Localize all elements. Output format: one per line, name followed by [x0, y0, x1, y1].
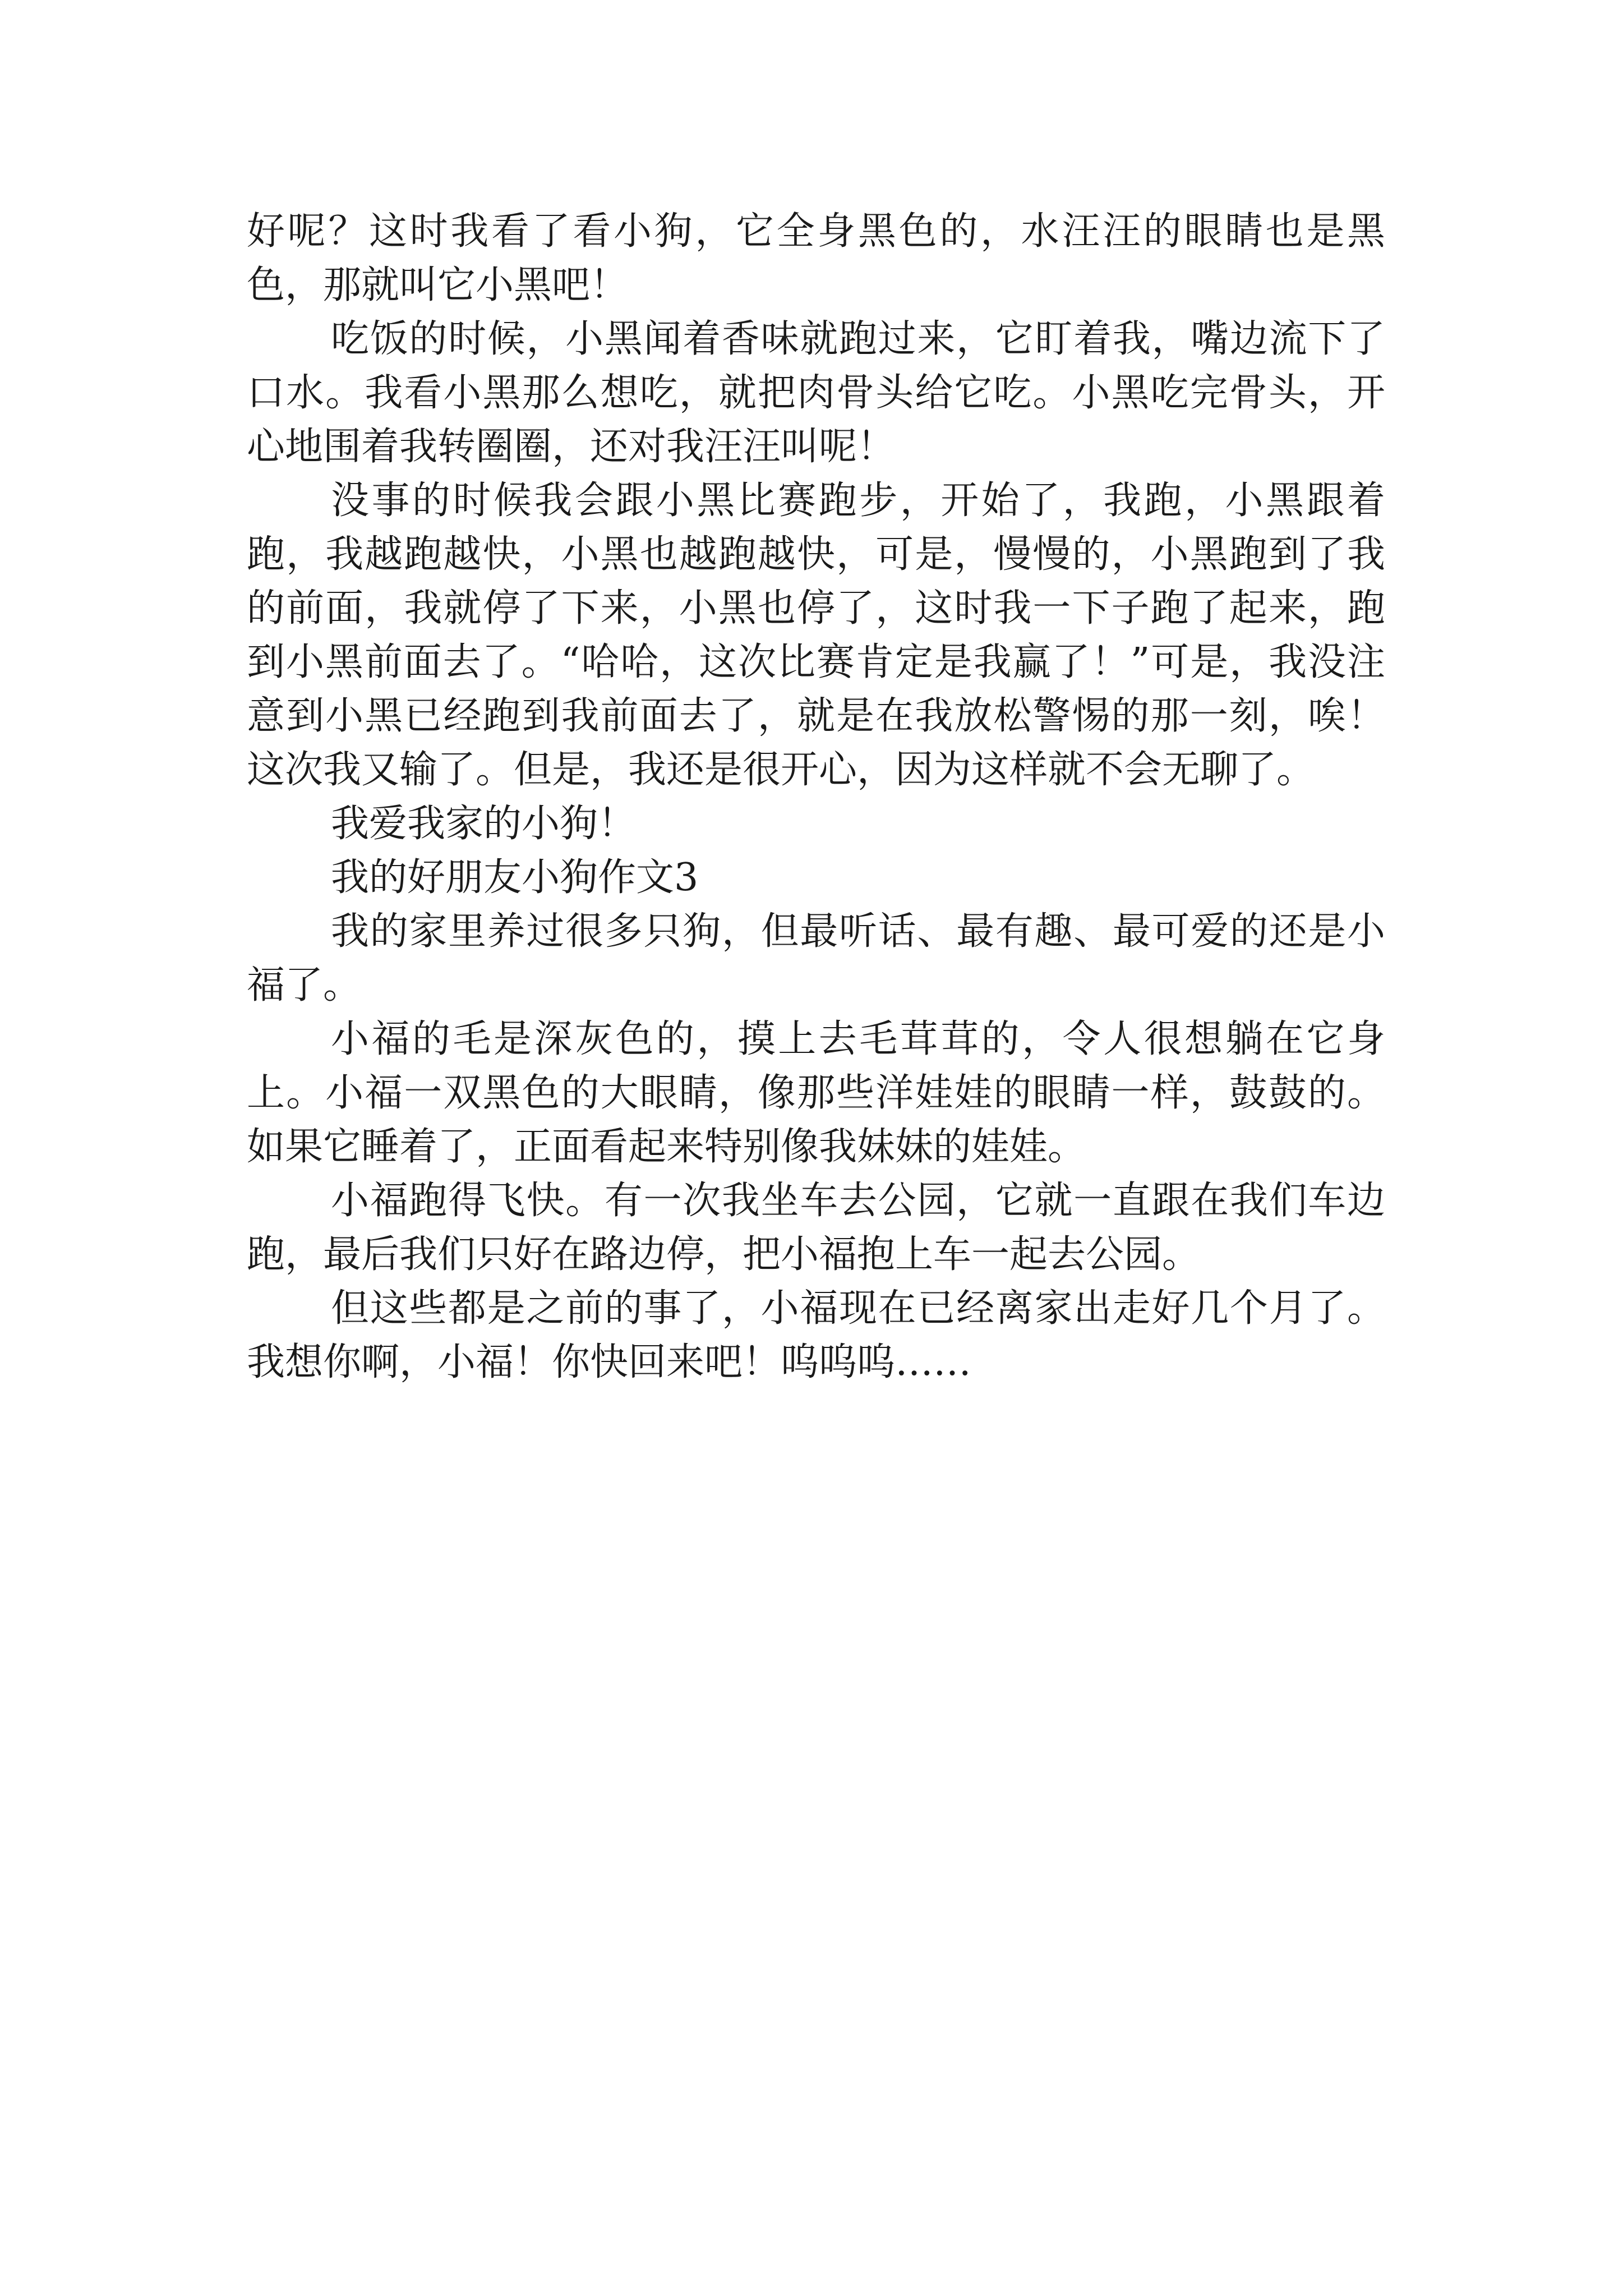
paragraph-8: 小福跑得飞快。有一次我坐车去公园，它就一直跟在我们车边跑，最后我们只好在路边停，把小福抱上车一起去公园。: [247, 1179, 1385, 1277]
paragraph-3: 没事的时候我会跟小黑比赛跑步，开始了，我跑，小黑跟着跑，我越跑越快，小黑也越跑越快，可是，慢慢的，小黑跑到了我的前面，我就停了下来，小黑也停了，这时我一下子跑了起来，跑到小黑前面去了。“哈哈，这次比赛肯定是我赢了！”可是，我没注意到小黑已经跑到我前面去了，就是在我放松警惕的那一刻，唉！这次我又输了。但是，我还是很开心，因为这样就不会无聊了。: [247, 478, 1385, 792]
paragraph-9: 但这些都是之前的事了，小福现在已经离家出走好几个月了。我想你啊，小福！你快回来吧！呜呜呜……: [247, 1286, 1385, 1384]
paragraph-2: 吃饭的时候，小黑闻着香味就跑过来，它盯着我，嘴边流下了口水。我看小黑那么想吃，就把肉骨头给它吃。小黑吃完骨头，开心地围着我转圈圈，还对我汪汪叫呢！: [247, 317, 1385, 469]
section-heading: 我的好朋友小狗作文3: [331, 855, 699, 900]
paragraph-7: 小福的毛是深灰色的，摸上去毛茸茸的，令人很想躺在它身上。小福一双黑色的大眼睛，像那些洋娃娃的眼睛一样，鼓鼓的。如果它睡着了，正面看起来特别像我妹妹的娃娃。: [247, 1017, 1385, 1169]
document-body: [247, 205, 1385, 1389]
paragraph-6: 我的家里养过很多只狗，但最听话、最有趣、最可爱的还是小福了。: [247, 909, 1385, 1007]
paragraph-1: 好呢？这时我看了看小狗，它全身黑色的，水汪汪的眼睛也是黑色，那就叫它小黑吧！: [247, 209, 1385, 307]
paragraph-4: 我爱我家的小狗！: [331, 802, 637, 846]
